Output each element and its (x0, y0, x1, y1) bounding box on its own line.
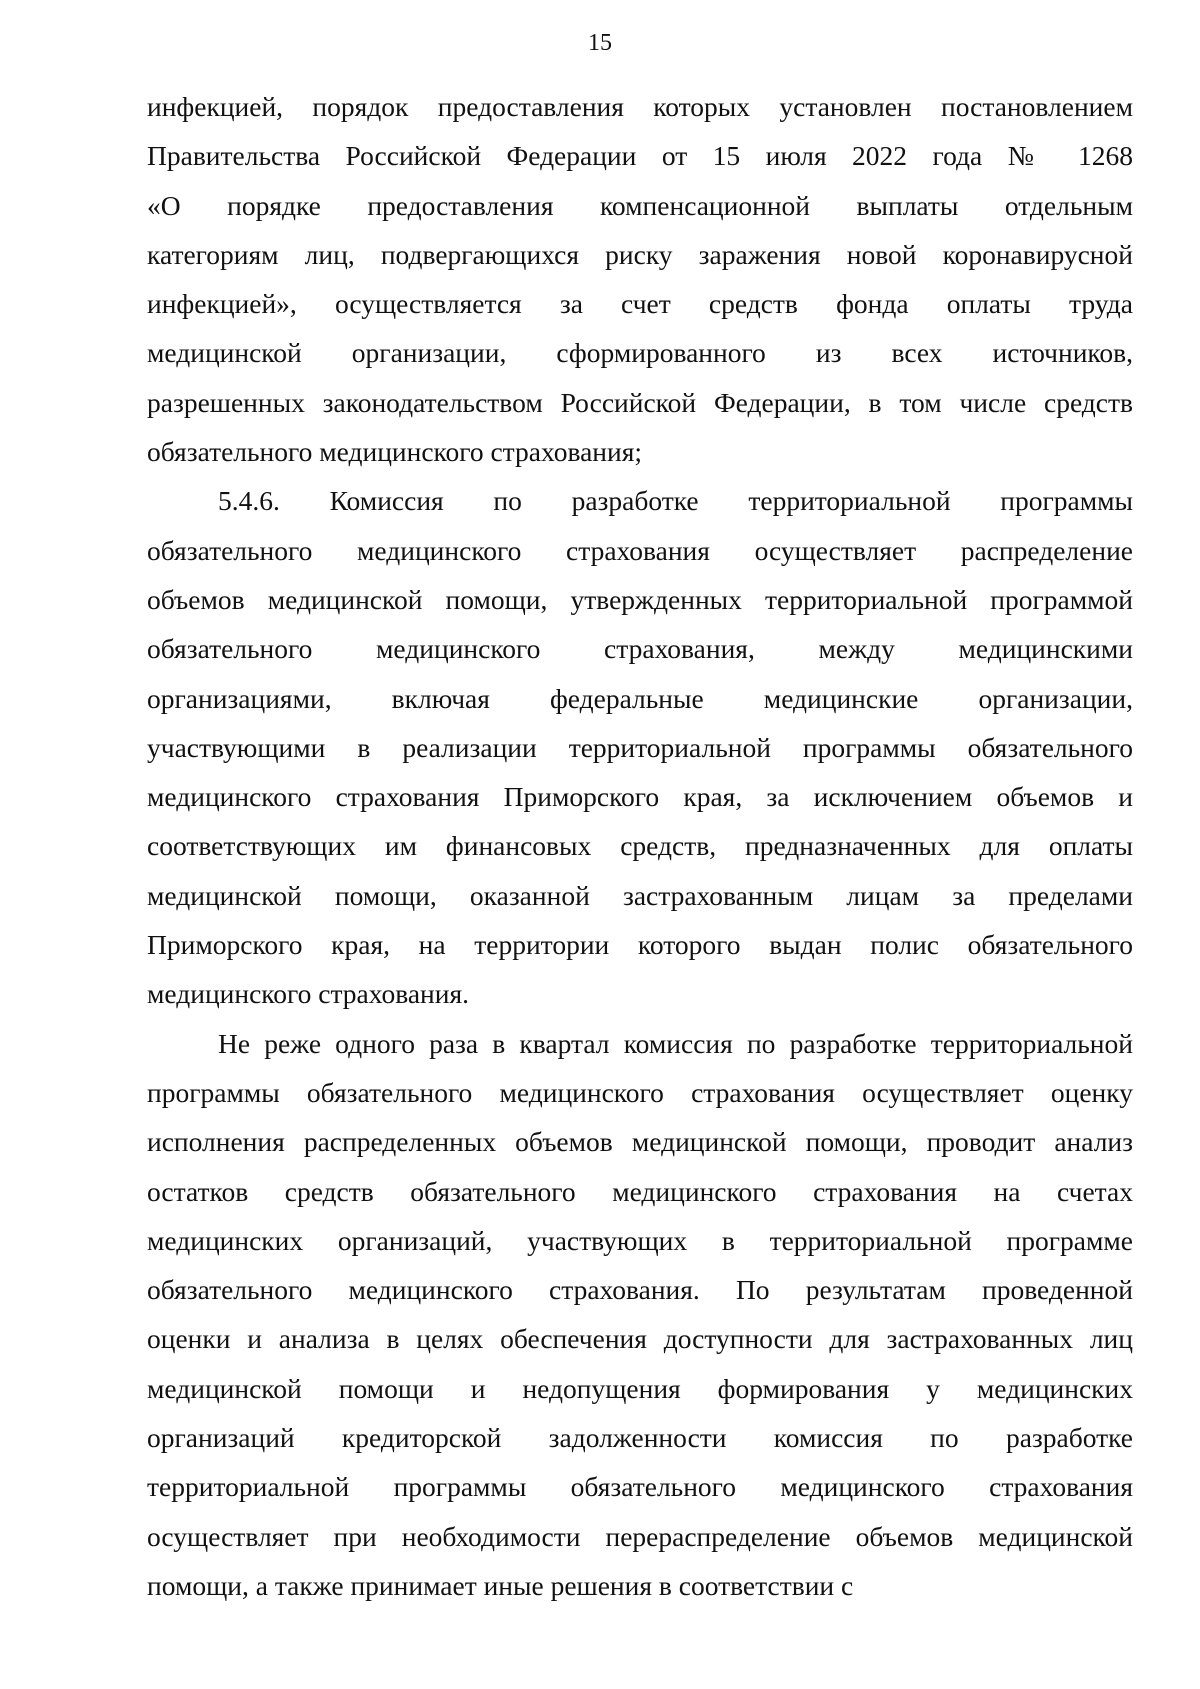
page-number: 15 (588, 30, 612, 56)
text-line: 5.4.6. Комиссия по разработке территориальной программы (218, 485, 1133, 517)
text-line: медицинских организаций, участвующих в территориальной программе (147, 1224, 1133, 1256)
text-line: Правительства Российской Федерации от 15 июля 2022 года № 1268 (147, 140, 1133, 172)
paragraph (147, 82, 1133, 476)
text-line: остатков средств обязательного медицинского страхования на счетах (147, 1175, 1133, 1207)
text-line: организаций кредиторской задолженности комиссия по разработке (147, 1422, 1133, 1454)
text-line: обязательного медицинского страхования, между медицинскими (147, 633, 1133, 665)
text-line: разрешенных законодательством Российской Федерации, в том числе средств (147, 386, 1133, 418)
text-line: помощи, а также принимает иные решения в соответствии с (147, 1569, 854, 1601)
text-line: инфекцией», осуществляется за счет средств фонда оплаты труда (147, 288, 1133, 320)
text-line: Не реже одного раза в квартал комиссия по разработке территориальной (218, 1027, 1133, 1059)
text-line: медицинской организации, сформированного из всех источников, (147, 337, 1133, 369)
text-line: объемов медицинской помощи, утвержденных территориальной программой (147, 583, 1133, 615)
paragraph (147, 476, 1133, 1018)
text-line: медицинского страхования Приморского края, за исключением объемов и (147, 781, 1133, 813)
text-line: участвующими в реализации территориальной программы обязательного (147, 731, 1133, 763)
text-line: осуществляет при необходимости перераспределение объемов медицинской (147, 1520, 1133, 1552)
text-line: инфекцией, порядок предоставления которых установлен постановлением (147, 91, 1133, 122)
text-line: медицинской помощи, оказанной застрахованным лицам за пределами (147, 879, 1133, 911)
text-line: территориальной программы обязательного медицинского страхования (147, 1471, 1133, 1503)
text-line: «О порядке предоставления компенсационной выплаты отдельным (147, 189, 1133, 221)
text-line: обязательного медицинского страхования; (147, 436, 642, 468)
document-body (147, 82, 1133, 1610)
text-line: медицинского страхования. (147, 978, 469, 1010)
text-line: обязательного медицинского страхования. По результатам проведенной (147, 1274, 1133, 1306)
text-line: медицинской помощи и недопущения формирования у медицинских (147, 1372, 1133, 1404)
paragraph (147, 1019, 1133, 1611)
text-line: обязательного медицинского страхования осуществляет распределение (147, 534, 1133, 566)
text-line: оценки и анализа в целях обеспечения доступности для застрахованных лиц (147, 1323, 1133, 1355)
text-line: программы обязательного медицинского страхования осуществляет оценку (147, 1076, 1133, 1108)
text-line: категориям лиц, подвергающихся риску заражения новой коронавирусной (147, 238, 1133, 270)
text-line: организациями, включая федеральные медицинские организации, (147, 682, 1133, 714)
text-line: соответствующих им финансовых средств, предназначенных для оплаты (147, 830, 1133, 862)
text-line: исполнения распределенных объемов медицинской помощи, проводит анализ (147, 1126, 1133, 1158)
text-line: Приморского края, на территории которого выдан полис обязательного (147, 929, 1133, 961)
